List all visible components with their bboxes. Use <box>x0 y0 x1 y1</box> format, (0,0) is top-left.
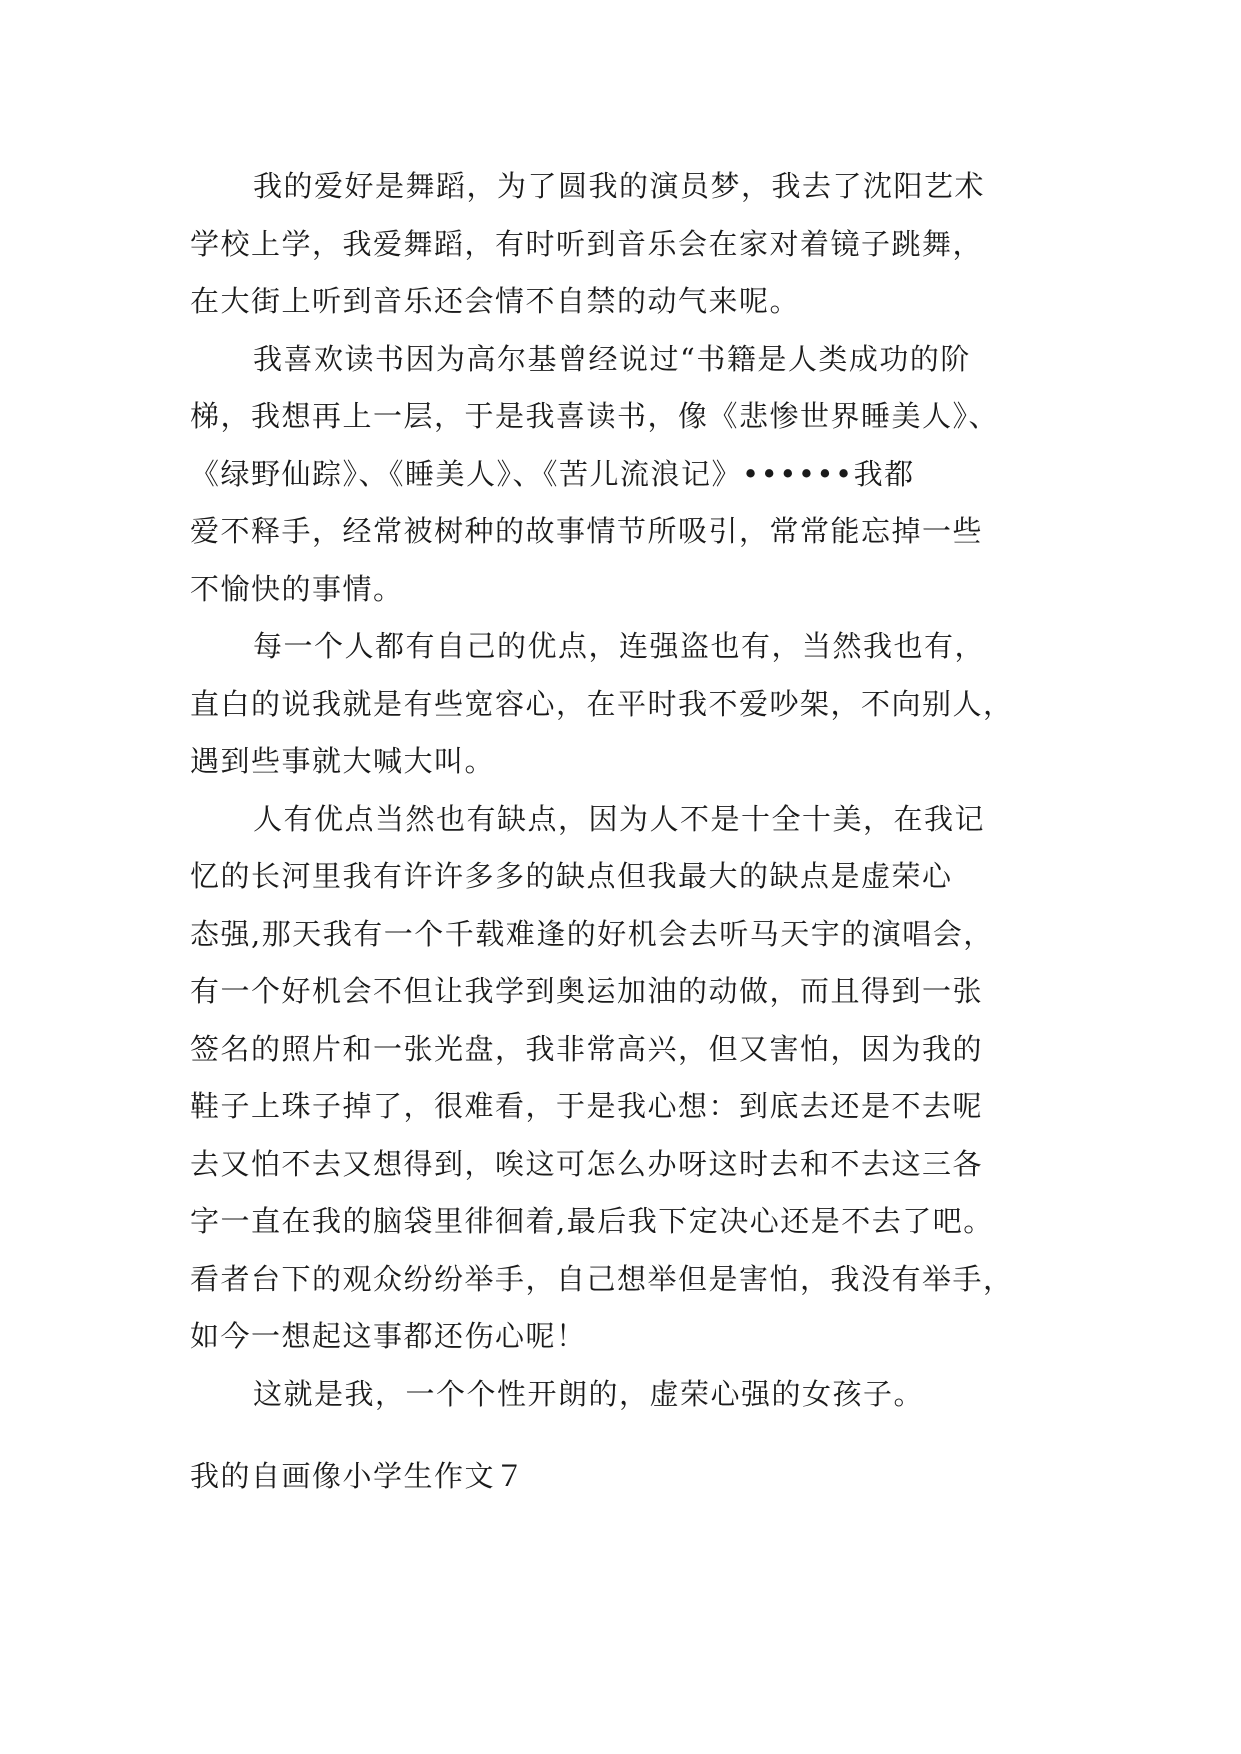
paragraph-conclusion <box>190 1366 1090 1424</box>
text-line: 去又怕不去又想得到，唉这可怎么办呀这时去和不去这三各 <box>190 1146 984 1181</box>
text-line: 学校上学，我爱舞蹈，有时听到音乐会在家对着镜子跳舞， <box>190 226 984 261</box>
text-line: 忆的长河里我有许许多多的缺点但我最大的缺点是虚荣心 <box>190 859 953 893</box>
paragraph-reading <box>190 331 1090 619</box>
document-body <box>190 158 1090 1423</box>
text-line: 在大街上听到音乐还会情不自禁的动气来呢。 <box>190 284 801 318</box>
paragraph-hobby <box>190 158 1090 331</box>
text-line: 每一个人都有自己的优点，连强盗也有，当然我也有， <box>253 629 986 663</box>
paragraph-strengths <box>190 618 1090 791</box>
text-line: 看者台下的观众纷纷举手，自己想举但是害怕，我没有举手， <box>190 1261 1014 1296</box>
text-line: 人有优点当然也有缺点，因为人不是十全十美，在我记 <box>253 801 986 836</box>
text-line: 这就是我，一个个性开朗的，虚荣心强的女孩子。 <box>253 1376 925 1411</box>
text-line: 鞋子上珠子掉了，很难看，于是我心想：到底去还是不去呢 <box>190 1089 984 1123</box>
text-line: 如今一想起这事都还伤心呢！ <box>190 1319 587 1353</box>
text-line: 不愉快的事情。 <box>190 571 404 606</box>
text-line: 爱不释手，经常被树种的故事情节所吸引，常常能忘掉一些 <box>190 514 984 548</box>
section-heading: 我的自画像小学生作文７ <box>190 1459 526 1493</box>
text-line: 字一直在我的脑袋里徘徊着,最后我下定决心还是不去了吧。 <box>190 1204 994 1238</box>
text-line: 直白的说我就是有些宽容心，在平时我不爱吵架，不向别人， <box>190 686 1014 721</box>
text-line: 《绿野仙踪》、《睡美人》、《苦儿流浪记》••••••我都 <box>190 456 915 491</box>
paragraph-weaknesses <box>190 791 1090 1366</box>
text-line: 签名的照片和一张光盘，我非常高兴，但又害怕，因为我的 <box>190 1031 984 1066</box>
text-line: 我的爱好是舞蹈，为了圆我的演员梦，我去了沈阳艺术 <box>253 169 986 203</box>
text-line: 态强,那天我有一个千载难逢的好机会去听马天宇的演唱会， <box>190 916 994 951</box>
text-line: 遇到些事就大喊大叫。 <box>190 744 496 778</box>
text-line: 有一个好机会不但让我学到奥运加油的动做，而且得到一张 <box>190 974 984 1008</box>
text-line: 梯，我想再上一层，于是我喜读书，像《悲惨世界睡美人》、 <box>190 399 1000 433</box>
text-line: 我喜欢读书因为高尔基曾经说过“书籍是人类成功的阶 <box>253 341 971 376</box>
